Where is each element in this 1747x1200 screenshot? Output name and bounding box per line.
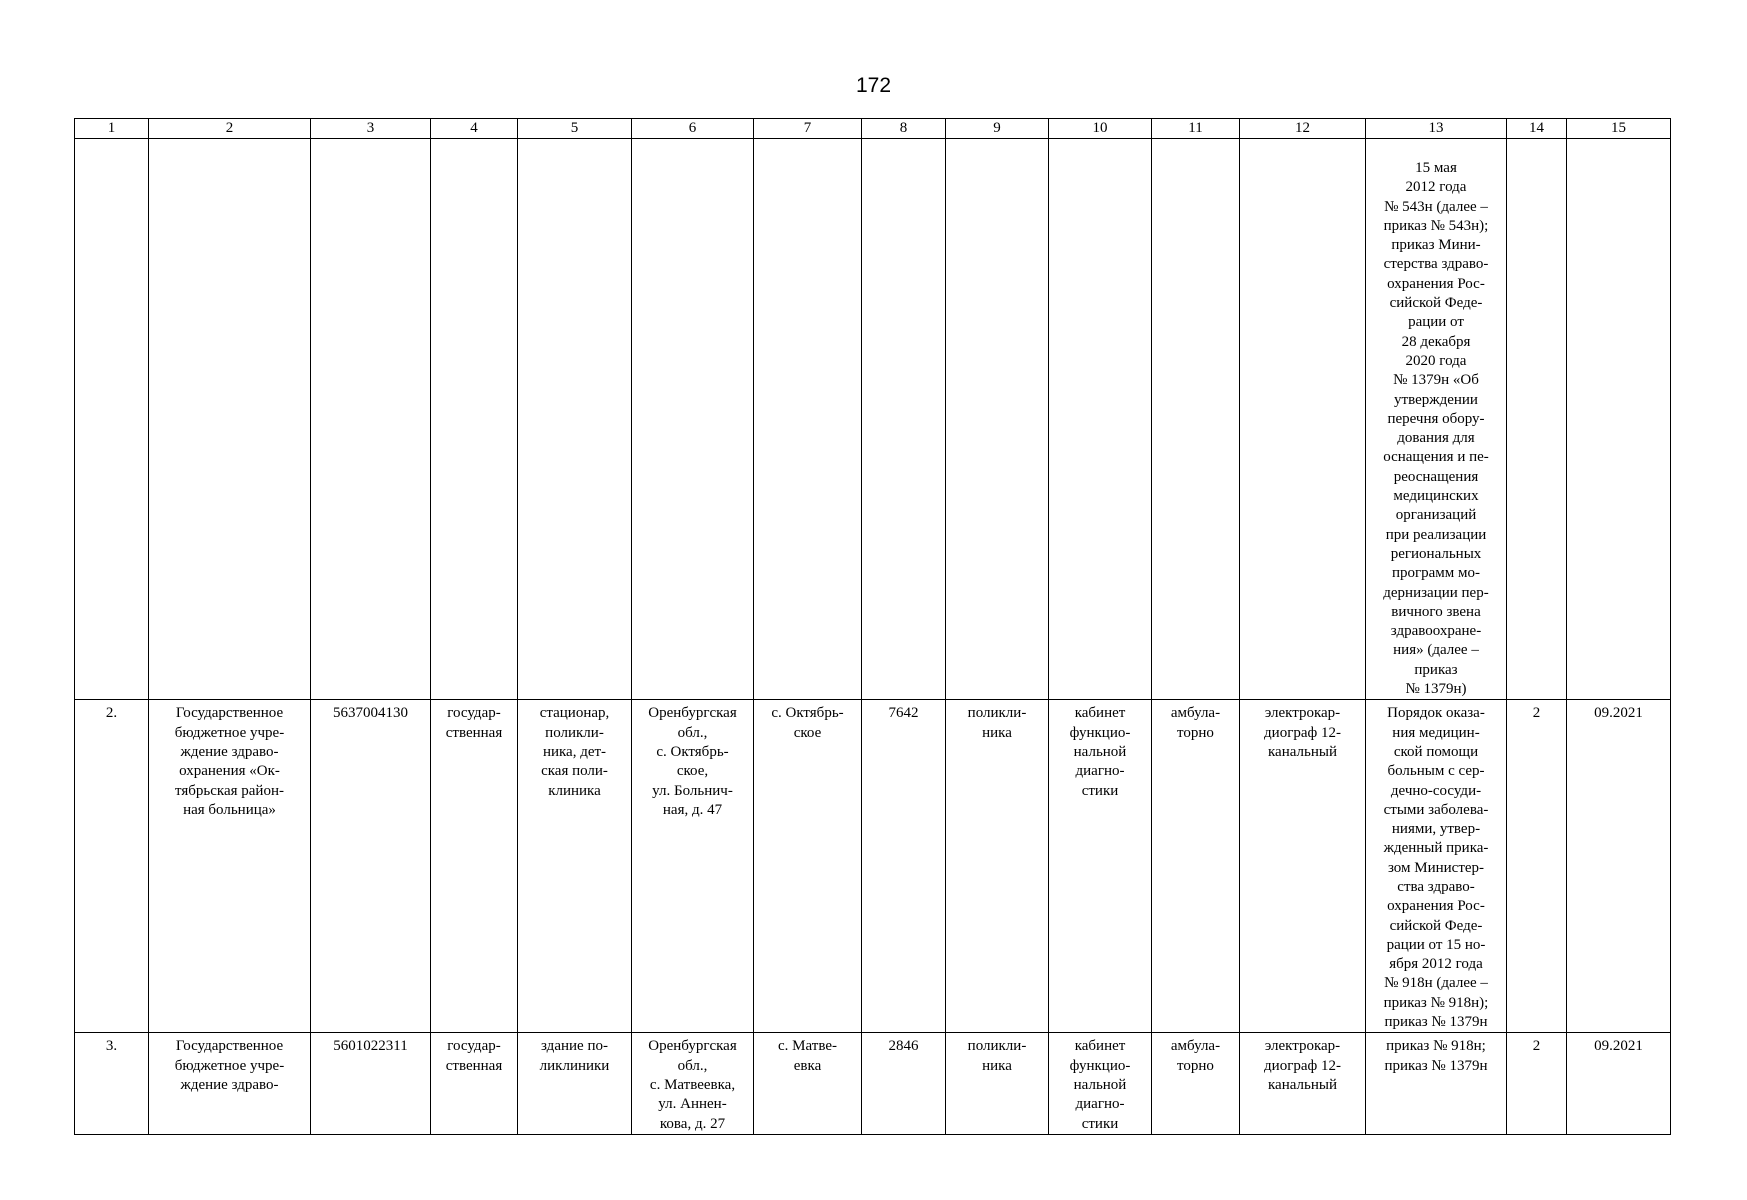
- population: 7642: [862, 700, 946, 1033]
- organization-name: Государственное бюджетное учре- ждение здраво-: [149, 1033, 311, 1134]
- inn: 5637004130: [311, 700, 431, 1033]
- unit: кабинет функцио- нальной диагно- стики: [1049, 1033, 1152, 1134]
- column-number: 5: [518, 119, 632, 139]
- date: 09.2021: [1567, 1033, 1671, 1134]
- row-number: [75, 139, 149, 700]
- column-number: 10: [1049, 119, 1152, 139]
- settlement: с. Октябрь- ское: [754, 700, 862, 1033]
- column-number: 3: [311, 119, 431, 139]
- column-number: 4: [431, 119, 518, 139]
- ownership-form: [431, 139, 518, 700]
- department: поликли- ника: [946, 1033, 1049, 1134]
- column-number-row: [75, 119, 1671, 139]
- address: [632, 139, 754, 700]
- column-number: 2: [149, 119, 311, 139]
- quantity: [1507, 139, 1567, 700]
- quantity: 2: [1507, 700, 1567, 1033]
- equipment: электрокар- диограф 12- канальный: [1240, 700, 1366, 1033]
- table-row: [75, 139, 1671, 700]
- population: 2846: [862, 1033, 946, 1134]
- equipment: электрокар- диограф 12- канальный: [1240, 1033, 1366, 1134]
- column-number: 14: [1507, 119, 1567, 139]
- column-number: 12: [1240, 119, 1366, 139]
- organization-name: Государственное бюджетное учре- ждение здраво- охранения «Ок- тябрьская район- ная больница»: [149, 700, 311, 1033]
- column-number: 1: [75, 119, 149, 139]
- facility-type: здание по- ликлиники: [518, 1033, 632, 1134]
- column-number: 8: [862, 119, 946, 139]
- column-number: 6: [632, 119, 754, 139]
- row-number: 2.: [75, 700, 149, 1033]
- column-number: 7: [754, 119, 862, 139]
- address: Оренбургская обл., с. Октябрь- ское, ул. Больнич- ная, д. 47: [632, 700, 754, 1033]
- date: 09.2021: [1567, 700, 1671, 1033]
- population: [862, 139, 946, 700]
- page-number: 172: [855, 74, 892, 97]
- date: [1567, 139, 1671, 700]
- care-conditions: амбула- торно: [1152, 700, 1240, 1033]
- table-row: [75, 1033, 1671, 1134]
- regulatory-basis: Порядок оказа- ния медицин- ской помощи больным с сер- дечно-сосуди- стыми заболева- ниями, утвер- жденный прика- зом Министер- ства здраво- охранения Рос- сийской Феде- рации от 15 но- ября 2012 года № 918н (далее – приказ № 918н); приказ № 1379н: [1366, 700, 1507, 1033]
- organization-name: [149, 139, 311, 700]
- settlement: [754, 139, 862, 700]
- quantity: 2: [1507, 1033, 1567, 1134]
- ownership-form: государ- ственная: [431, 700, 518, 1033]
- inn: [311, 139, 431, 700]
- document-table: [74, 118, 1671, 1135]
- facility-type: [518, 139, 632, 700]
- column-number: 11: [1152, 119, 1240, 139]
- unit: [1049, 139, 1152, 700]
- ownership-form: государ- ственная: [431, 1033, 518, 1134]
- care-conditions: [1152, 139, 1240, 700]
- regulatory-basis: 15 мая 2012 года № 543н (далее – приказ № 543н); приказ Мини- стерства здраво- охранения Рос- сийской Феде- рации от 28 декабря 2020 года № 1379н «Об утверждении перечня обору- дования для оснащения и пе- реоснащения медицинских организаций при реализации региональных программ мо- дернизации пер- вичного звена здравоохране- ния» (далее – приказ № 1379н): [1366, 139, 1507, 700]
- settlement: с. Матве- евка: [754, 1033, 862, 1134]
- regulatory-basis: приказ № 918н; приказ № 1379н: [1366, 1033, 1507, 1134]
- address: Оренбургская обл., с. Матвеевка, ул. Аннен- кова, д. 27: [632, 1033, 754, 1134]
- unit: кабинет функцио- нальной диагно- стики: [1049, 700, 1152, 1033]
- column-number: 13: [1366, 119, 1507, 139]
- department: поликли- ника: [946, 700, 1049, 1033]
- table-row: [75, 700, 1671, 1033]
- equipment: [1240, 139, 1366, 700]
- facility-type: стационар, поликли- ника, дет- ская поли- клиника: [518, 700, 632, 1033]
- column-number: 9: [946, 119, 1049, 139]
- department: [946, 139, 1049, 700]
- row-number: 3.: [75, 1033, 149, 1134]
- column-number: 15: [1567, 119, 1671, 139]
- inn: 5601022311: [311, 1033, 431, 1134]
- care-conditions: амбула- торно: [1152, 1033, 1240, 1134]
